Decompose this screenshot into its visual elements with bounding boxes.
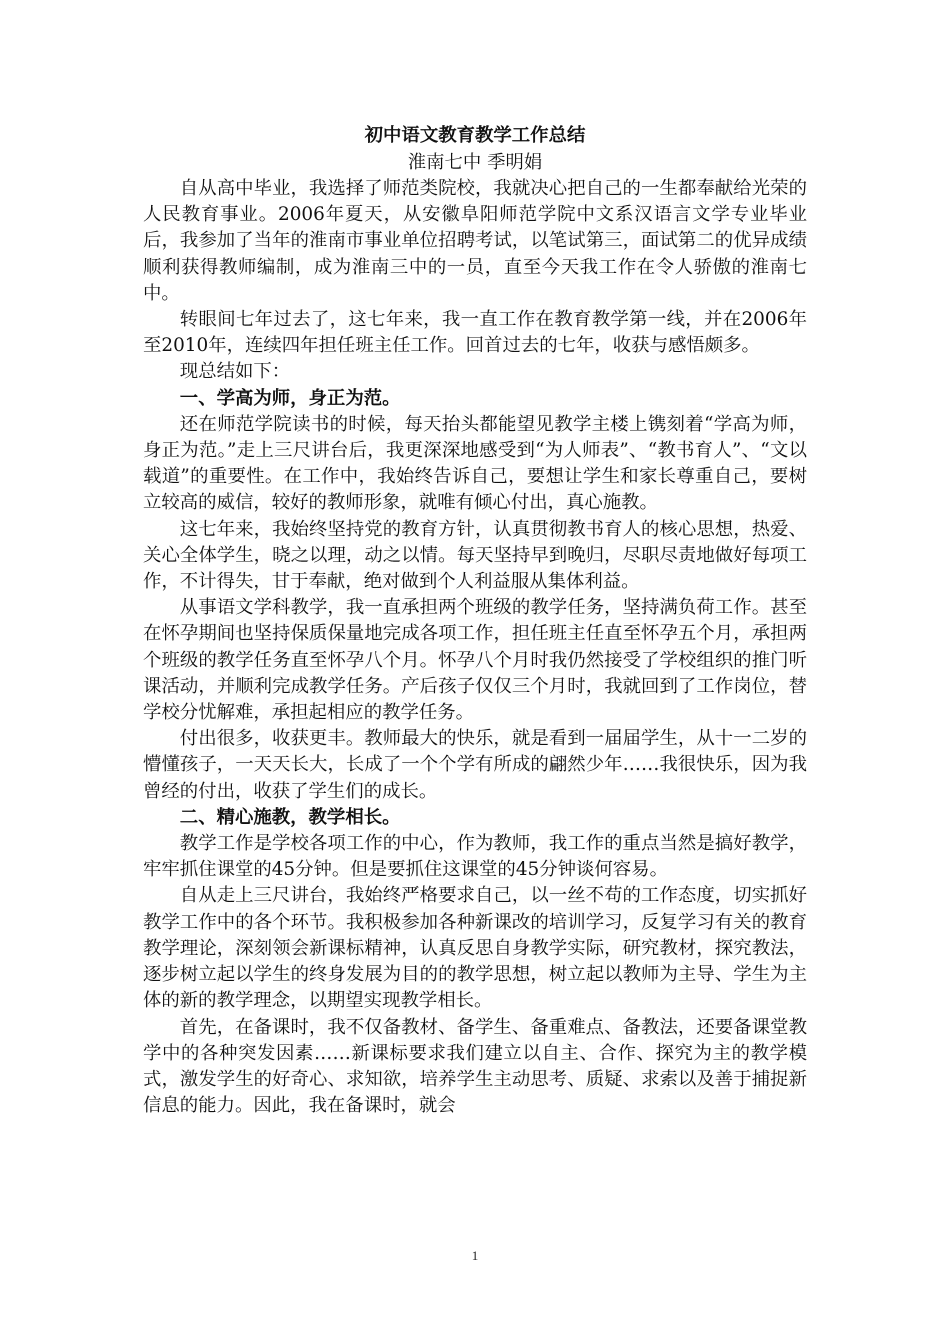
section-heading: 二、精心施教，教学相长。 <box>179 806 401 828</box>
document-paragraphs <box>143 176 807 1119</box>
body-paragraph: 还在师范学院读书的时候，每天抬头都能望见教学主楼上镌刻着“学高为师，身正为范。”走上三尺讲台后，我更深深地感受到“为人师表”、“教书育人”、“文以载道”的重要性。在工作中，我始终告诉自己，要想让学生和家长尊重自己，要树立较高的威信，较好的教师形象，就唯有倾心付出，真心施教。 <box>143 413 807 514</box>
document-title: 初中语文教育教学工作总结 <box>364 125 586 146</box>
body-paragraph: 自从高中毕业，我选择了师范类院校，我就决心把自己的一生都奉献给光荣的人民教育事业。2006年夏天，从安徽阜阳师范学院中文系汉语言文学专业毕业后，我参加了当年的淮南市事业单位招聘考试，以笔试第三，面试第二的优异成绩顺利获得教师编制，成为淮南三中的一员，直至今天我工作在令人骄傲的淮南七中。 <box>143 178 807 304</box>
body-paragraph: 付出很多，收获更丰。教师最大的快乐，就是看到一届届学生，从十一二岁的懵懂孩子，一天天长大，长成了一个个学有所成的翩然少年……我很快乐，因为我曾经的付出，收获了学生们的成长。 <box>143 728 807 802</box>
body-paragraph: 自从走上三尺讲台，我始终严格要求自己，以一丝不苟的工作态度，切实抓好教学工作中的各个环节。我积极参加各种新课改的培训学习，反复学习有关的教育教学理论，深刻领会新课标精神，认真反思自身教学实际，研究教材，探究教法，逐步树立起以学生的终身发展为目的的教学思想，树立起以教师为主导、学生为主体的新的教学理念，以期望实现教学相长。 <box>143 885 807 1012</box>
document-body <box>143 122 807 1119</box>
body-paragraph: 这七年来，我始终坚持党的教育方针，认真贯彻教书育人的核心思想，热爱、关心全体学生，晓之以理，动之以情。每天坚持早到晚归，尽职尽责地做好每项工作，不计得失，甘于奉献，绝对做到个人利益服从集体利益。 <box>143 518 807 593</box>
body-paragraph: 教学工作是学校各项工作的中心，作为教师，我工作的重点当然是搞好教学，牢牢抓住课堂的45分钟。但是要抓住这课堂的45分钟谈何容易。 <box>143 833 807 881</box>
body-paragraph: 现总结如下： <box>179 361 291 383</box>
body-paragraph: 转眼间七年过去了，这七年来，我一直工作在教育教学第一线，并在2006年至2010年，连续四年担任班主任工作。回首过去的七年，收获与感悟颇多。 <box>143 309 807 357</box>
body-paragraph: 首先，在备课时，我不仅备教材、备学生、备重难点、备教法，还要备课堂教学中的各种突发因素……新课标要求我们建立以自主、合作、探究为主的教学模式，激发学生的好奇心、求知欲，培养学生主动思考、质疑、求索以及善于捕捉新信息的能力。因此，我在备课时，就会 <box>143 1016 807 1117</box>
body-paragraph: 从事语文学科教学，我一直承担两个班级的教学任务，坚持满负荷工作。甚至在怀孕期间也坚持保质保量地完成各项工作，担任班主任直至怀孕五个月，承担两个班级的教学任务直至怀孕八个月。怀孕八个月时我仍然接受了学校组织的推门听课活动，并顺利完成教学任务。产后孩子仅仅三个月时，我就回到了工作岗位，替学校分忧解难，承担起相应的教学任务。 <box>143 597 807 724</box>
document-author: 淮南七中 季明娟 <box>407 152 543 173</box>
page-number: 1 <box>471 1248 479 1263</box>
section-heading: 一、学高为师，身正为范。 <box>179 387 401 409</box>
